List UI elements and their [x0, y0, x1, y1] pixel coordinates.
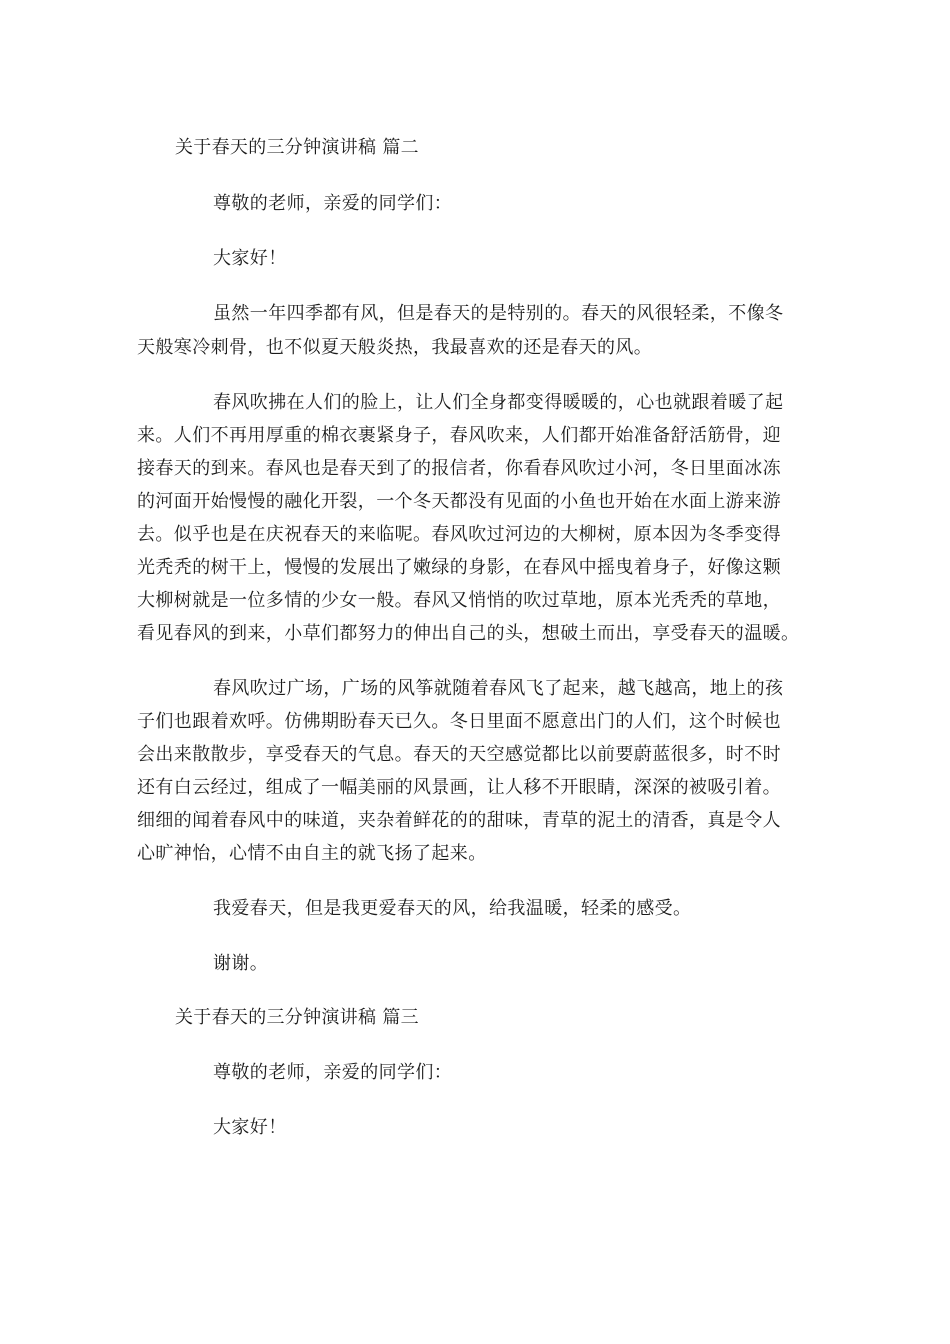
- paragraph-line: 细细的闻着春风中的味道，夹杂着鲜花的的甜味，青草的泥土的清香，真是令人: [137, 810, 781, 831]
- paragraph-line: 来。人们不再用厚重的棉衣裹紧身子，春风吹来，人们都开始准备舒活筋骨，迎: [137, 425, 781, 446]
- section3-salutation: 尊敬的老师，亲爱的同学们：: [213, 1062, 453, 1083]
- paragraph-line: 春风吹过广场，广场的风筝就随着春风飞了起来，越飞越高，地上的孩: [213, 678, 784, 699]
- section2-salutation: 尊敬的老师，亲爱的同学们：: [213, 193, 453, 214]
- section2-closing: 我爱春天，但是我更爱春天的风，给我温暖，轻柔的感受。: [213, 898, 692, 919]
- paragraph-line: 子们也跟着欢呼。仿佛期盼春天已久。冬日里面不愿意出门的人们，这个时候也: [137, 711, 781, 732]
- section3-title: 关于春天的三分钟演讲稿 篇三: [175, 1007, 419, 1028]
- paragraph-line: 春风吹拂在人们的脸上，让人们全身都变得暖暖的，心也就跟着暖了起: [213, 392, 784, 413]
- paragraph-line: 还有白云经过，组成了一幅美丽的风景画，让人移不开眼睛，深深的被吸引着。: [137, 777, 781, 798]
- section2-title: 关于春天的三分钟演讲稿 篇二: [175, 137, 419, 158]
- paragraph-line: 的河面开始慢慢的融化开裂，一个冬天都没有见面的小鱼也开始在水面上游来游: [137, 491, 781, 512]
- paragraph-line: 光秃秃的树干上，慢慢的发展出了嫩绿的身影，在春风中摇曳着身子，好像这颗: [137, 557, 781, 578]
- section3-greeting: 大家好！: [213, 1117, 287, 1138]
- paragraph-line: 会出来散散步，享受春天的气息。春天的天空感觉都比以前要蔚蓝很多，时不时: [137, 744, 781, 765]
- section2-thanks: 谢谢。: [213, 953, 269, 974]
- paragraph-line: 接春天的到来。春风也是春天到了的报信者，你看春风吹过小河，冬日里面冰冻: [137, 458, 781, 479]
- paragraph-line: 天般寒冷刺骨，也不似夏天般炎热，我最喜欢的还是春天的风。: [137, 337, 653, 358]
- paragraph-line: 去。似乎也是在庆祝春天的来临呢。春风吹过河边的大柳树，原本因为冬季变得: [137, 524, 781, 545]
- paragraph-line: 心旷神怡，心情不由自主的就飞扬了起来。: [137, 843, 487, 864]
- section2-greeting: 大家好！: [213, 248, 287, 269]
- paragraph-line: 大柳树就是一位多情的少女一般。春风又悄悄的吹过草地，原本光秃秃的草地，: [137, 590, 781, 611]
- paragraph-line: 看见春风的到来，小草们都努力的伸出自己的头，想破土而出，享受春天的温暖。: [137, 623, 800, 644]
- paragraph-line: 虽然一年四季都有风，但是春天的是特别的。春天的风很轻柔，不像冬: [213, 303, 784, 324]
